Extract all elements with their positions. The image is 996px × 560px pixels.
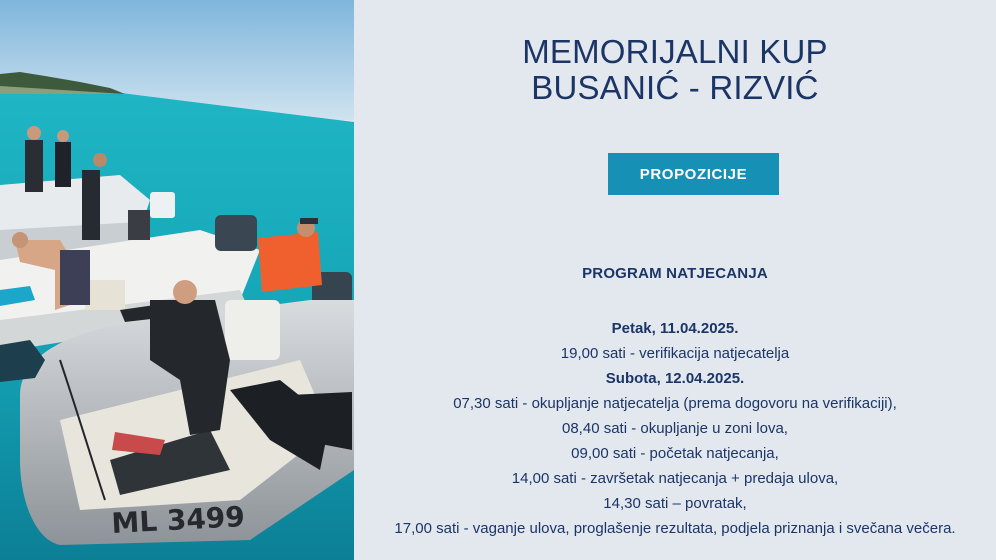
schedule-item: 07,30 sati - okupljanje natjecatelja (prema dogovoru na verifikaciji), [453,395,897,412]
schedule-item: 09,00 sati - početak natjecanja, [571,445,779,462]
event-info-panel [354,0,996,560]
propozicije-button[interactable]: PROPOZICIJE [608,153,779,195]
program-schedule [354,316,996,541]
day1-date: Petak, 11.04.2025. [611,320,739,337]
schedule-item: 17,00 sati - vaganje ulova, proglašenje rezultata, podjela priznanja i svečana večera. [394,520,956,537]
event-title-line1: MEMORIJALNI KUP [522,33,828,70]
boat-registration: ML 3499 [110,500,246,540]
event-title-line2: BUSANIĆ - RIZVIĆ [531,69,819,106]
day2-date: Subota, 12.04.2025. [605,370,745,387]
schedule-item: 08,40 sati - okupljanje u zoni lova, [562,420,788,437]
schedule-item: 14,00 sati - završetak natjecanja + predaja ulova, [511,470,839,487]
hero-photo [0,0,354,560]
schedule-item: 14,30 sati – povratak, [603,495,747,512]
schedule-item: 19,00 sati - verifikacija natjecatelja [560,345,790,362]
event-title [354,34,996,106]
program-heading: PROGRAM NATJECANJA [582,265,768,282]
